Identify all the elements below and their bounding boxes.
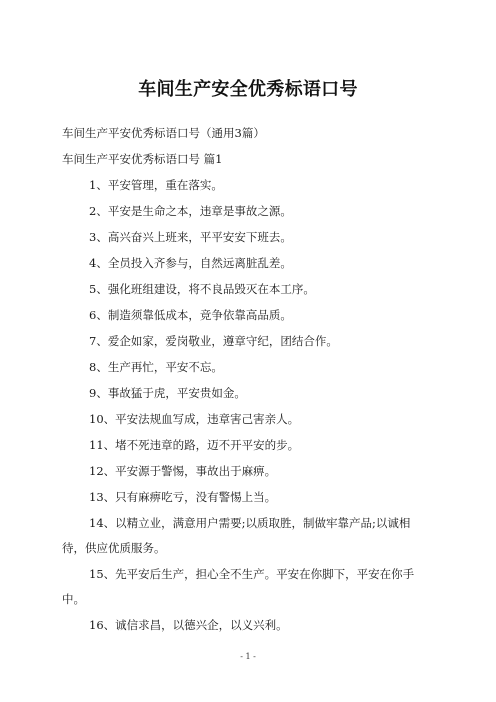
document-title: 车间生产安全优秀标语口号: [138, 79, 358, 100]
list-item: 16、诚信求昌，以德兴企，以义兴利。: [89, 618, 288, 632]
list-item: 2、平安是生命之本，违章是事故之源。: [89, 204, 292, 218]
list-item: 14、以精立业，满意用户需要;以质取胜，制做牢靠产品;以诚相: [89, 516, 411, 530]
list-item: 6、制造须靠低成本，竞争依靠高品质。: [89, 308, 292, 322]
page-number: - 1 -: [240, 652, 256, 661]
list-item: 1、平安管理，重在落实。: [89, 178, 223, 192]
list-item: 15、先平安后生产，担心全不生产。平安在你脚下，平安在你手: [89, 567, 415, 581]
document-subtitle: 车间生产平安优秀标语口号（通用3篇）: [62, 126, 265, 140]
list-item-continuation: 待，供应优质服务。: [62, 541, 166, 555]
list-item: 11、堵不死违章的路，迈不开平安的步。: [89, 438, 300, 452]
list-item-continuation: 中。: [62, 592, 85, 606]
list-item: 7、爱企如家，爱岗敬业，遵章守纪，团结合作。: [89, 334, 338, 348]
list-item: 4、全员投入齐参与，自然远离脏乱差。: [89, 256, 292, 270]
list-item: 13、只有麻痹吃亏，没有警惕上当。: [89, 490, 277, 504]
list-item: 10、平安法规血写成，违章害己害亲人。: [89, 412, 300, 426]
section-heading: 车间生产平安优秀标语口号 篇1: [62, 152, 223, 166]
list-item: 3、高兴奋兴上班来，平平安安下班去。: [89, 230, 292, 244]
list-item: 8、生产再忙，平安不忘。: [89, 360, 223, 374]
list-item: 9、事故猛于虎，平安贵如金。: [89, 386, 246, 400]
list-item: 5、强化班组建设，将不良品毁灭在本工序。: [89, 282, 315, 296]
list-item: 12、平安源于警惕，事故出于麻痹。: [89, 464, 277, 478]
